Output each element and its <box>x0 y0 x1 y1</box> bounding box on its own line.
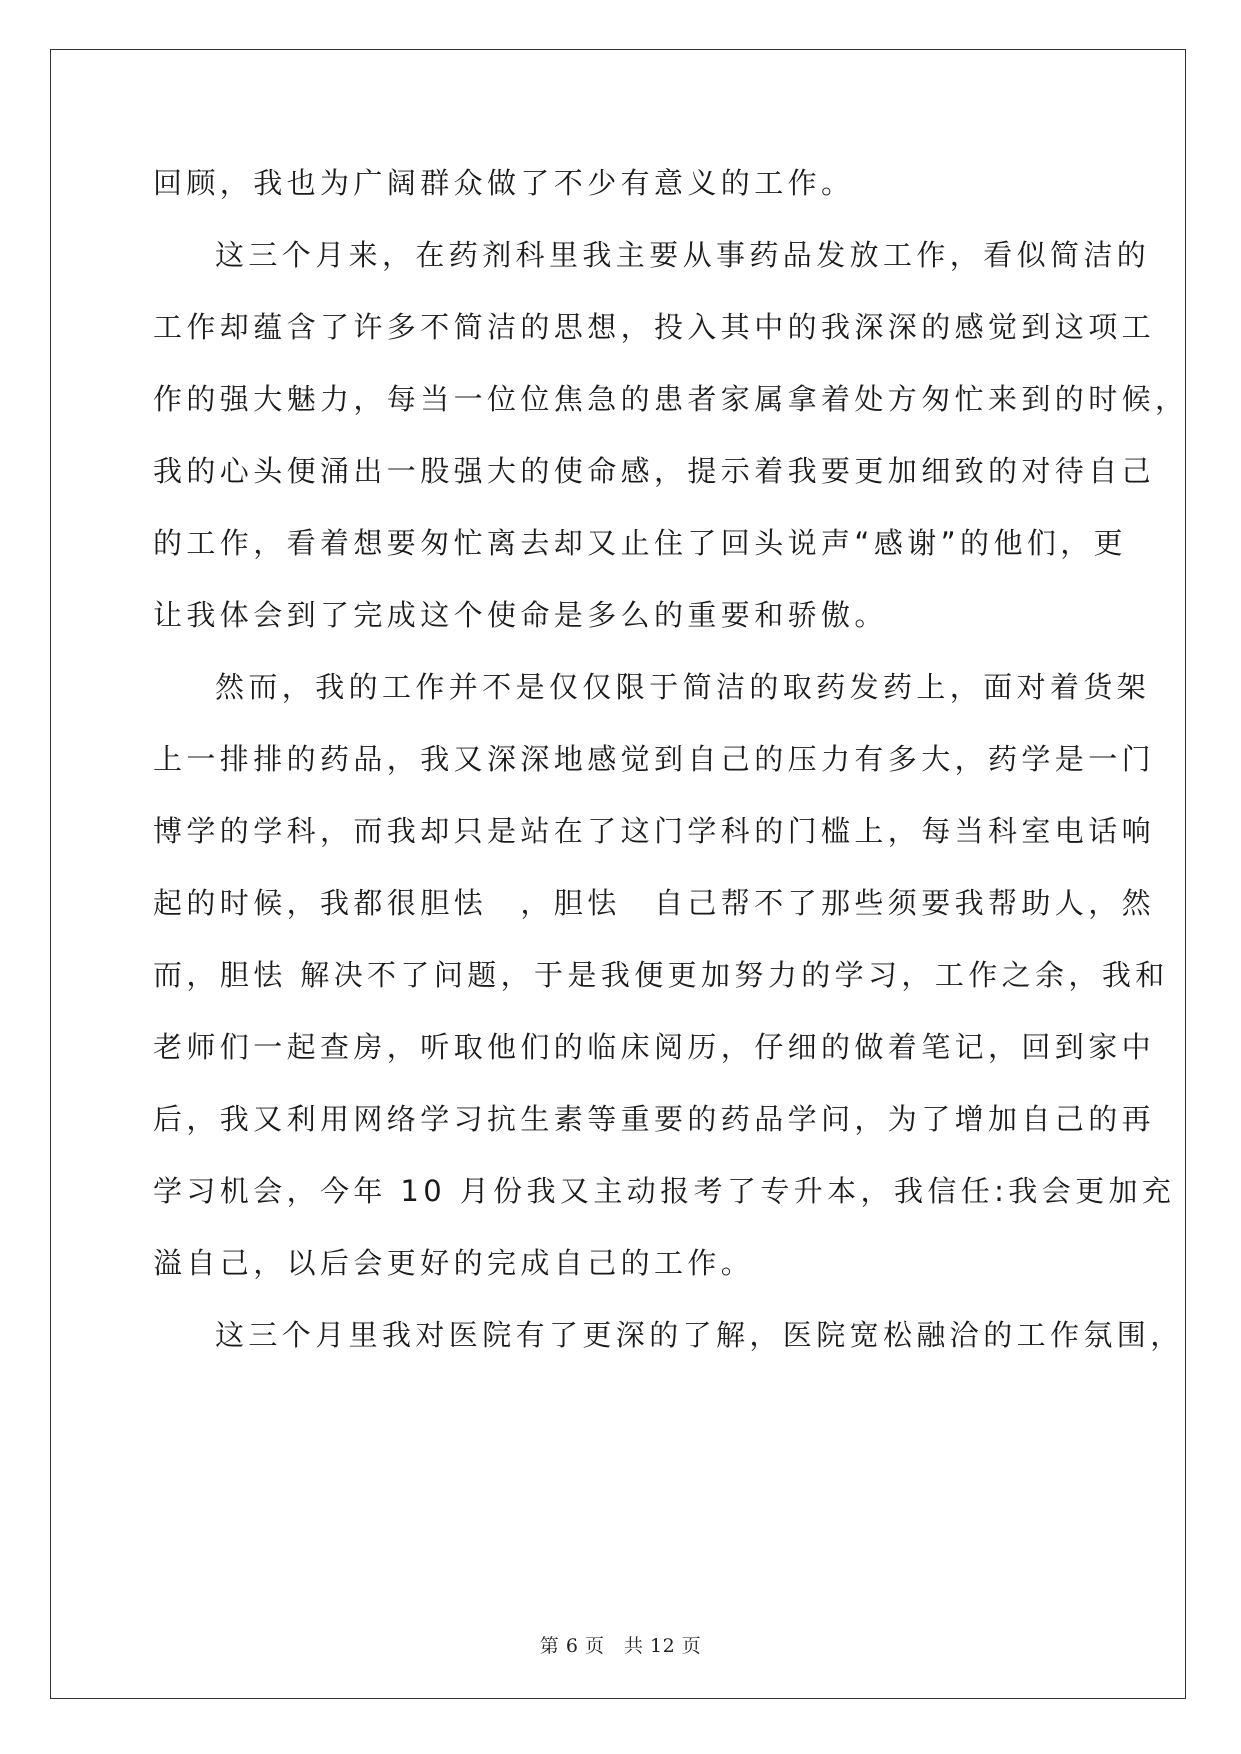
text-line: 工作却蕴含了许多不简洁的思想，投入其中的我深深的感觉到这项工 <box>153 310 1156 344</box>
text-line: 老师们一起查房，听取他们的临床阅历，仔细的做着笔记，回到家中 <box>153 1030 1156 1064</box>
text-line: 而，胆怯 解决不了问题，于是我便更加努力的学习，工作之余，我和 <box>153 958 1169 992</box>
page-number: 第 6 页 共 12 页 <box>539 1635 702 1657</box>
text-line: 作的强大魅力，每当一位位焦急的患者家属拿着处方匆忙来到的时候， <box>153 382 1189 416</box>
text-line: 后，我又利用网络学习抗生素等重要的药品学问，为了增加自己的再 <box>153 1102 1156 1136</box>
text-line: 起的时候，我都很胆怯 ，胆怯 自己帮不了那些须要我帮助人，然 <box>153 886 1156 920</box>
paragraph-start-line: 这三个月里我对医院有了更深的了解，医院宽松融洽的工作氛围， <box>215 1318 1184 1352</box>
text-line: 上一排排的药品，我又深深地感觉到自己的压力有多大，药学是一门 <box>153 742 1156 776</box>
text-line: 我的心头便涌出一股强大的使命感，提示着我要更加细致的对待自己 <box>153 454 1156 488</box>
page-border <box>50 49 1189 1699</box>
paragraph-start-line: 然而，我的工作并不是仅仅限于简洁的取药发药上，面对着货架 <box>215 670 1151 704</box>
text-line: 学习机会，今年 10 月份我又主动报考了专升本，我信任:我会更加充 <box>153 1174 1176 1208</box>
text-line: 让我体会到了完成这个使命是多么的重要和骄傲。 <box>153 598 888 632</box>
text-line: 回顾，我也为广阔群众做了不少有意义的工作。 <box>153 166 855 200</box>
text-line: 溢自己，以后会更好的完成自己的工作。 <box>153 1246 755 1280</box>
text-line: 博学的学科，而我却只是站在了这门学科的门槛上，每当科室电话响 <box>153 814 1156 848</box>
text-line: 的工作，看着想要匆忙离去却又止住了回头说声“感谢”的他们，更 <box>153 526 1128 560</box>
paragraph-start-line: 这三个月来，在药剂科里我主要从事药品发放工作，看似简洁的 <box>215 238 1151 272</box>
